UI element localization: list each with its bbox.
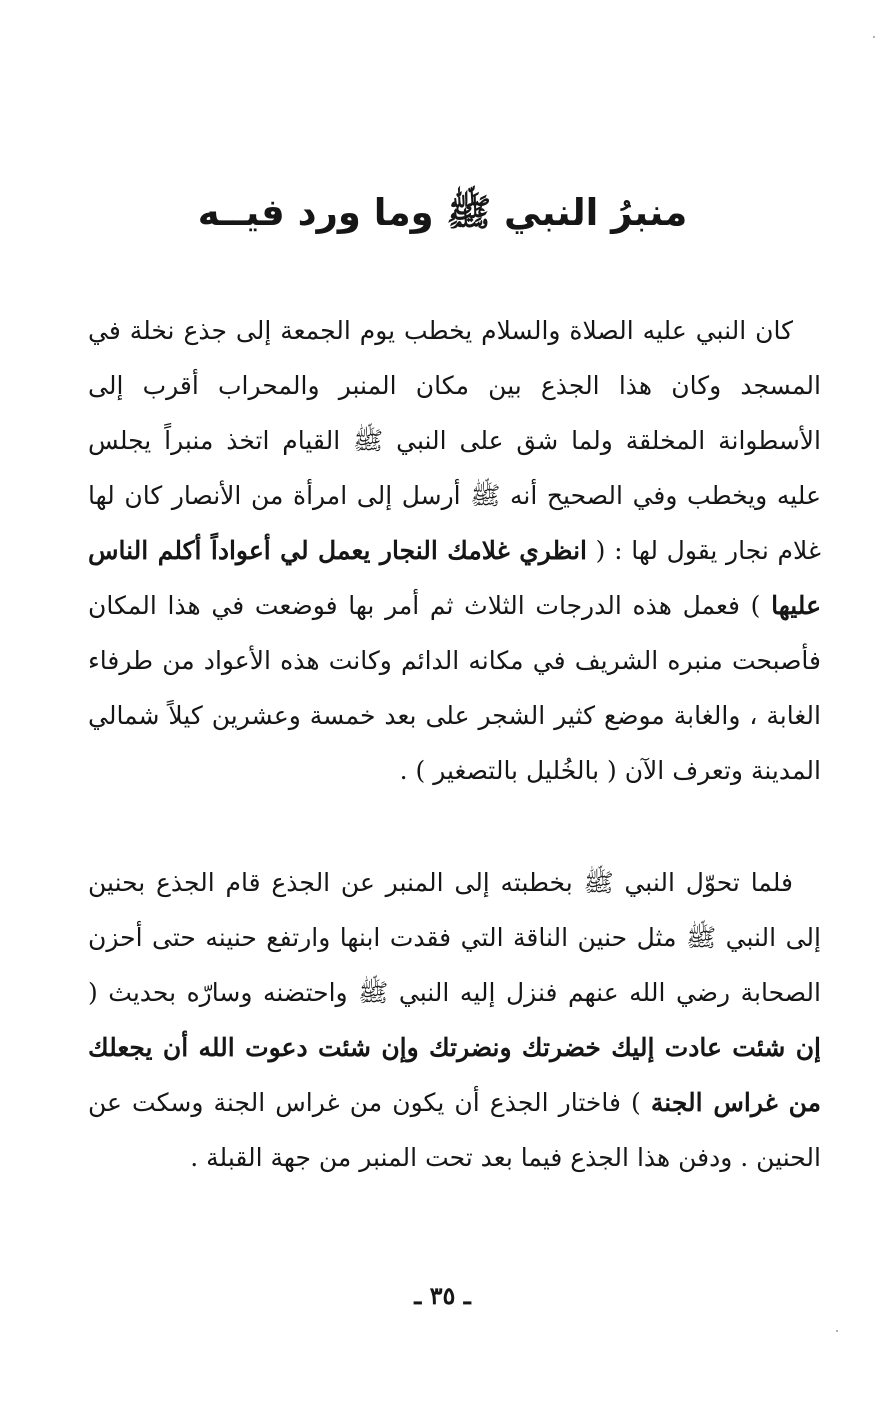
paragraph-text-part: ) فعمل هذه الدرجات الثلاث ثم أمر بها فوضعت في هذا المكان فأصبحت منبره الشريف في مكانه الدائم وكانت هذه الأعواد من طرفاء الغابة ، والغابة موضع كثير الشجر على بعد خمسة وعشرين كيلاً شمالي المدينة وتعرف الآن ( بالخُليل بالتصغير ) . — [88, 591, 821, 785]
paragraph-trunk-story — [88, 855, 821, 1185]
paragraph-text-part: فلما تحوّل النبي ﷺ بخطبته إلى المنبر عن الجذع قام الجذع بحنين إلى النبي ﷺ مثل حنين الناقة التي فقدت ابنها وارتفع حنينه حتى أحزن الصحابة رضي الله عنهم فنزل إليه النبي ﷺ واحتضنه وسارّه بحديث ( — [88, 868, 821, 1007]
paragraph-text-part: كان النبي عليه الصلاة والسلام يخطب يوم الجمعة إلى جذع نخلة في المسجد وكان هذا الجذع بين مكان المنبر والمحراب أقرب إلى الأسطوانة المخلقة ولما شق على النبي ﷺ القيام اتخذ منبراً يجلس عليه ويخطب وفي الصحيح أنه ﷺ أرسل إلى امرأة من الأنصار كان لها غلام نجار يقول لها : ( — [88, 316, 821, 565]
scan-speck — [873, 36, 875, 38]
hadith-quote: إن شئت عادت إليك خضرتك ونضرتك وإن شئت دعوت الله أن يجعلك من غراس الجنة — [88, 1033, 821, 1117]
hadith-quote: انظري غلامك النجار يعمل لي أعواداً أكلم الناس عليها — [88, 536, 821, 620]
paragraph-minbar-history — [88, 303, 821, 798]
page-number: ـ ٣٥ ـ — [414, 1281, 471, 1310]
paragraph-text-part: ) فاختار الجذع أن يكون من غراس الجنة وسكت عن الحنين . ودفن هذا الجذع فيما بعد تحت المنبر من جهة القبلة . — [88, 1088, 821, 1172]
chapter-title: منبرُ النبي ﷺ وما ورد فيــه — [197, 191, 688, 234]
scan-speck — [836, 1330, 838, 1332]
